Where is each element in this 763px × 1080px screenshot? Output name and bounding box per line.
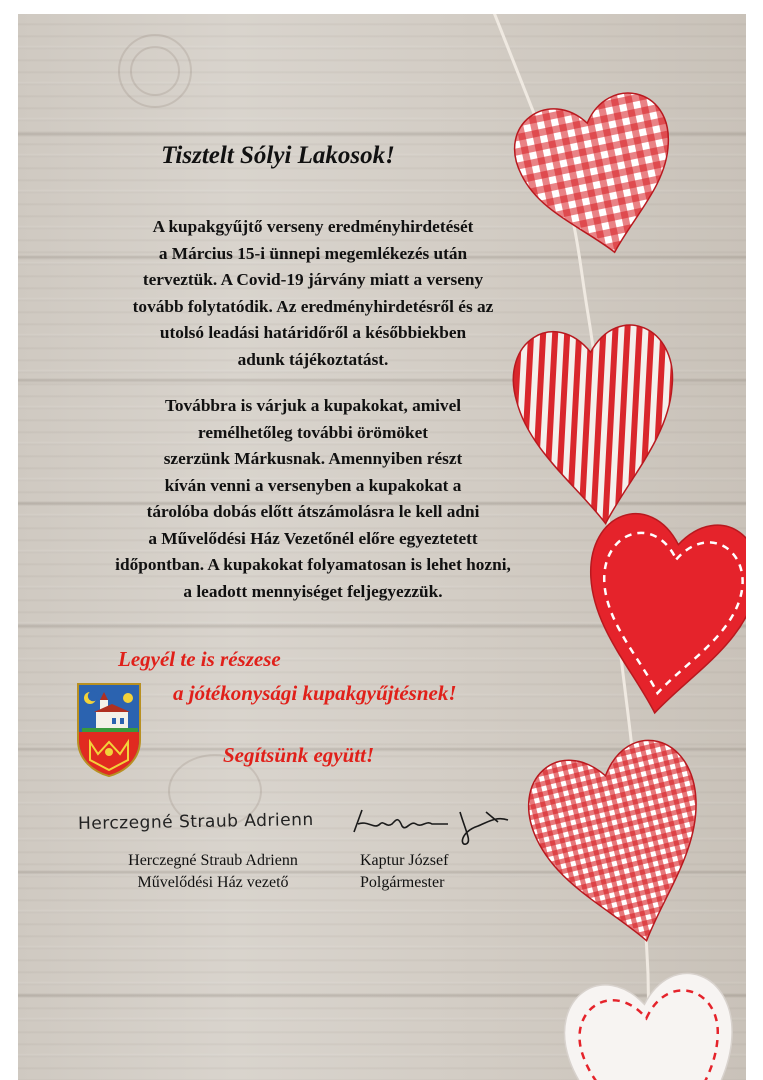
heart-white xyxy=(558,968,746,1080)
heart-gingham-bottom xyxy=(518,731,728,961)
letter-page xyxy=(18,14,746,1080)
heart-red xyxy=(572,508,746,724)
paragraph-line: remélhetőleg további örömöket xyxy=(197,422,429,442)
signer-left-role: Művelődési Ház vezető xyxy=(137,874,289,891)
paragraph-line: a Március 15-i ünnepi megemlékezés után xyxy=(158,243,468,263)
paragraph-line: időpontban. A kupakokat folyamatosan is lehet hozni, xyxy=(115,555,511,574)
paragraph-line: kíván venni a versenyben a kupakokat a xyxy=(164,475,462,495)
signer-left-name: Herczegné Straub Adrienn xyxy=(128,852,298,869)
signer-left xyxy=(98,850,328,894)
slogan-line-3: Segítsünk együtt! xyxy=(223,743,375,767)
paragraph-line: tárolóba dobás előtt átszámolásra le kell adni xyxy=(146,502,480,521)
slogan-line-1: Legyél te is részese xyxy=(118,647,281,671)
signature-left: Herczegné Straub Adrienn xyxy=(77,809,314,835)
paragraph-line: utolsó leadási határidőről a későbbiekben xyxy=(159,323,467,342)
paragraph-line: szerzünk Márkusnak. Amennyiben részt xyxy=(163,449,463,468)
signature-right xyxy=(348,802,518,847)
coat-of-arms-icon xyxy=(76,682,142,778)
paragraph-line: terveztük. A Covid-19 járvány miatt a verseny xyxy=(142,270,484,289)
signer-right-role: Polgármester xyxy=(360,874,445,891)
paragraph-line: adunk tájékoztatást. xyxy=(237,349,389,369)
signer-right-name: Kaptur József xyxy=(360,852,449,869)
wood-knot xyxy=(130,46,180,96)
paragraph-line: tovább folytatódik. Az eredményhirdetésről és az xyxy=(132,296,494,316)
slogan-line-2: a jótékonysági kupakgyűjtésnek! xyxy=(173,681,457,705)
signer-right xyxy=(360,850,560,894)
paragraph-line: A kupakgyűjtő verseny eredményhirdetését xyxy=(152,217,474,236)
paragraph-line: a Művelődési Ház Vezetőnél előre egyeztetett xyxy=(148,528,478,548)
paragraph-results xyxy=(78,214,548,373)
paragraph-line: a leadott mennyiséget feljegyezzük. xyxy=(183,581,443,601)
paragraph-collection xyxy=(78,393,548,605)
paragraph-line: Továbbra is várjuk a kupakokat, amivel xyxy=(164,396,462,415)
letter-title: Tisztelt Sólyi Lakosok! xyxy=(161,142,395,169)
